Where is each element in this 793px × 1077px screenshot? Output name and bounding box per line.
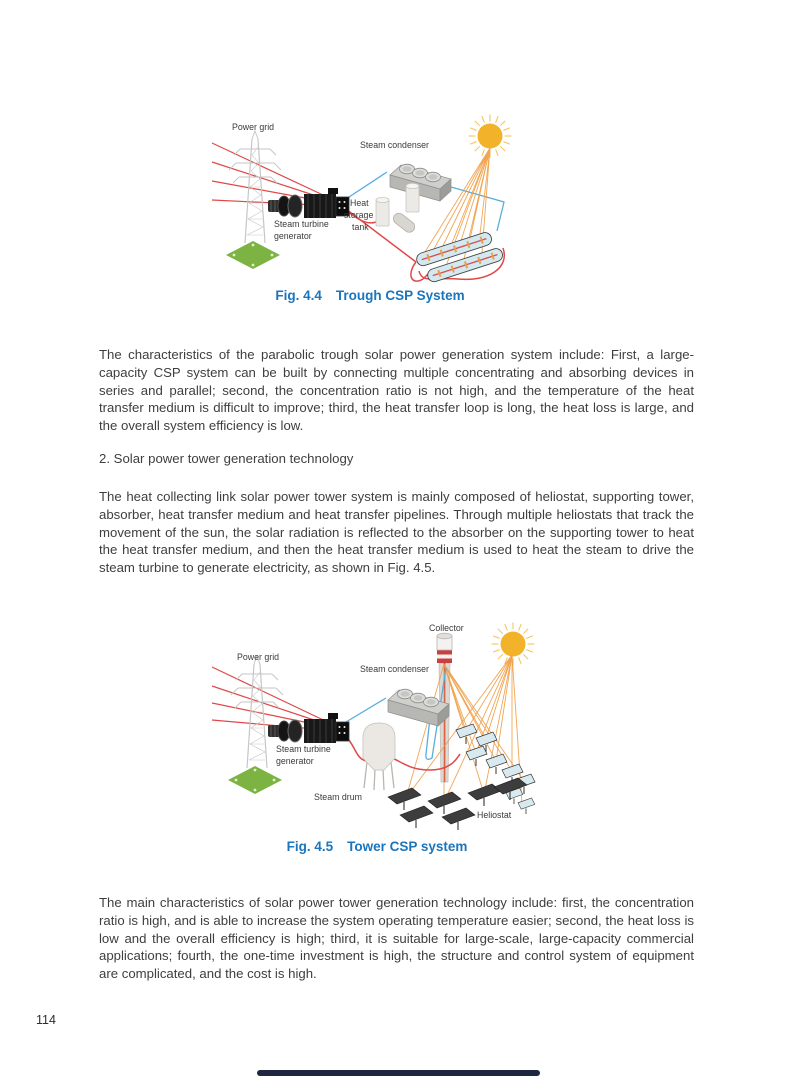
caption-title: Tower CSP system: [347, 839, 468, 854]
heliostat-mirrors: [456, 724, 535, 814]
section-heading: 2. Solar power tower generation technology: [99, 451, 354, 466]
steam-drum-icon: [363, 723, 395, 790]
tower-base: [226, 241, 280, 269]
label-tank: tank: [352, 222, 369, 232]
figure-caption-4-4: [99, 288, 641, 303]
page-number: 114: [36, 1013, 56, 1027]
heliostat-panels: [388, 778, 527, 830]
label-generator: generator: [274, 231, 312, 241]
label-power-grid: Power grid: [232, 122, 275, 132]
steam-condenser-icon: [390, 164, 451, 201]
label-steam-drum: Steam drum: [314, 792, 362, 802]
heat-storage-tank-icon: [376, 183, 419, 234]
figure-trough-csp-diagram: [210, 105, 570, 290]
caption-label: Fig. 4.5: [286, 839, 334, 854]
label-heliostat: Heliostat: [477, 810, 512, 820]
label-generator: generator: [276, 756, 314, 766]
paragraph-tower-description: The heat collecting link solar power tower system is mainly composed of heliostat, supporting tower, absorber, heat transfer medium and heat transfer pipelines. Through multiple heliostats that track the movement of the sun, the solar radiation is reflected to the absorber on the supporting tower to heat the heat transfer medium, and then the heat transfer medium is used to heat the steam to drive the steam turbine to generate electricity, as shown in Fig. 4.5.: [99, 489, 694, 576]
label-power-grid: Power grid: [237, 652, 280, 662]
label-steam-condenser: Steam condenser: [360, 140, 429, 150]
sun-icon: [492, 623, 535, 666]
label-steam-turbine: Steam turbine: [276, 744, 331, 754]
caption-title: Trough CSP System: [335, 288, 465, 303]
steam-turbine-generator-icon: [268, 188, 349, 218]
home-indicator-bar: [257, 1070, 540, 1076]
label-heat: Heat: [350, 198, 369, 208]
caption-label: Fig. 4.4: [275, 288, 322, 303]
label-steam-condenser: Steam condenser: [360, 664, 429, 674]
figure-tower-csp-diagram: [210, 612, 580, 837]
label-storage: storage: [344, 210, 374, 220]
paragraph-tower-characteristics: The main characteristics of solar power tower generation technology include: first, the concentration ratio is high, and is able to increase the system operating temperature easier; second, the heat loss is low and the overall efficiency is high; third, it is suitable for large-scale, large-capacity commercial applications; fourth, the one-time investment is high, the structure and control system of equipment are complicated, and the cost is high.: [99, 895, 694, 982]
paragraph-trough-characteristics: The characteristics of the parabolic trough solar power generation system include: First, a large-capacity CSP system can be built by connecting multiple concentrating and absorbing devices in series and parallel; second, the concentration ratio is not high, and the temperature of the heat transfer medium is difficult to improve; third, the heat transfer loop is long, the heat loss is large, and the overall system efficiency is low.: [99, 347, 694, 434]
tower-base: [228, 766, 282, 794]
label-steam-turbine: Steam turbine: [274, 219, 329, 229]
figure-caption-4-5: [99, 839, 655, 854]
label-collector: Collector: [429, 623, 464, 633]
